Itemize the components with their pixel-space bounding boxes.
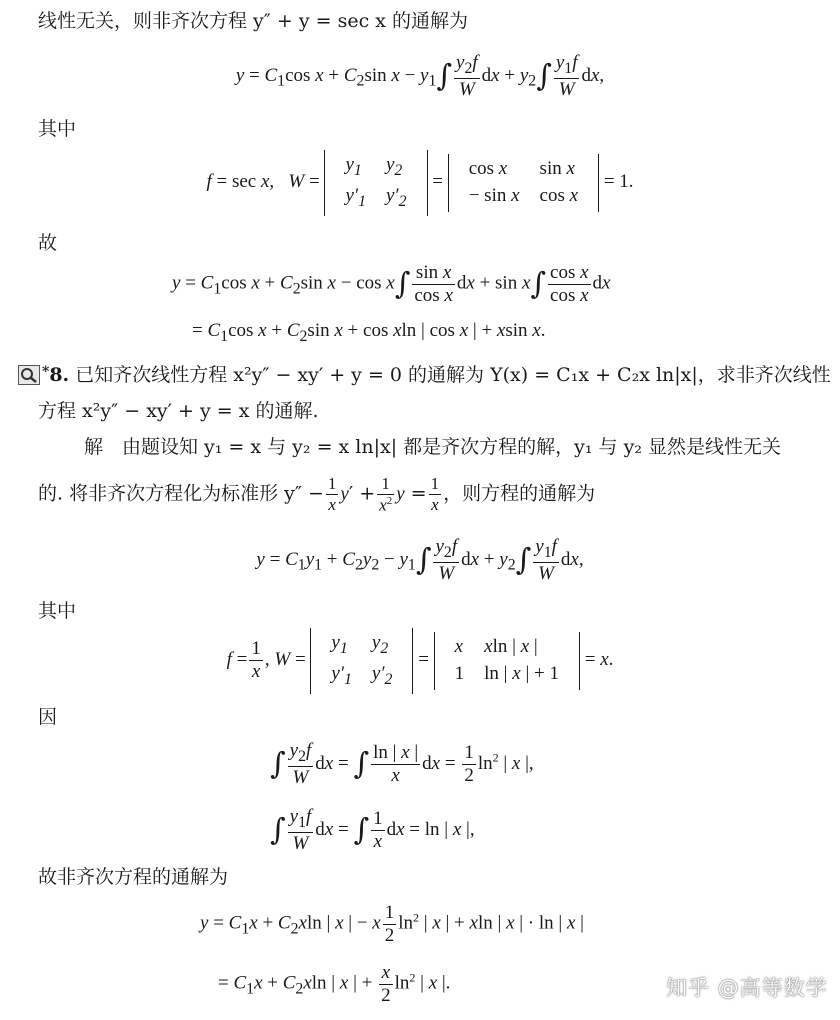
solution-text-1: 解 由题设知 y₁ = x 与 y₂ = x ln|x| 都是齐次方程的解，y₁ 与 y₂ 显然是线性无关	[84, 436, 781, 458]
watermark-zhihu: 知乎 @高等数学	[666, 976, 828, 1000]
gu2-text: 故非齐次方程的通解为	[38, 866, 229, 888]
gu-text: 故	[38, 232, 58, 254]
yin-text: 因	[38, 706, 58, 728]
solution-text-2b: ，则方程的通解为	[443, 482, 596, 505]
equation-integral-1: ∫ $\frac{y_2f}{W}$ dx = ∫ $\frac{\ln | x |}{x}$ dx = $\frac{1}{2}$ $\ln^2$ | x |,	[270, 740, 534, 788]
qizhong2-text: 其中	[38, 600, 77, 622]
label-gu-2	[38, 866, 228, 889]
label-yin	[38, 706, 57, 729]
equation-general-solution-1: $y = C_1\cos$ $x + C_2\sin$ $x - y_1\int$ $\frac{y_2f}{W}$ dx + $y_2\int$ $\frac{y_1f}{W}$ dx,	[235, 52, 605, 100]
equation-wronskian-1: f = sec x, W = $y_1$ $y_2$ $y'_1$ $y'_2$ = cos x sin x − sin x cos x = 1.	[0, 150, 840, 216]
qizhong-text: 其中	[38, 118, 77, 140]
equation-final-b: = $C_1x + C_2xln$ | x | + $\frac{x}{2}$ $\ln^2$ | x |.	[218, 962, 451, 1006]
equation-result-1b: = $C_1\cos$ $x + C_2\sin$ x + cos xln | cos x | + xsin x.	[192, 320, 546, 345]
label-qizhong-2	[38, 600, 76, 623]
equation-final-a: $y = C_1x + C_2xln$ | x | − x $\frac{1}{2}$ $\ln^2$ | x | + xln | x | · ln | x |	[200, 902, 584, 946]
solution-text-2a: 的. 将非齐次方程化为标准形 y″ −	[38, 482, 324, 505]
magnifier-pencil-icon	[18, 365, 40, 385]
problem-8-line-1: *8. 已知齐次线性方程 x²y″ − xy′ + y = 0 的通解为 Y(x) = C₁x + C₂x ln|x|，求非齐次线性	[42, 364, 831, 386]
equation-general-solution-2: $y = C_1y_1 + C_2y_2 - y_1\int$ $\frac{y_2f}{W}$ dx + $y_2\int$ $\frac{y_1f}{W}$ dx,	[256, 536, 584, 584]
solution-line-1	[84, 436, 781, 459]
equation-wronskian-2: f = $\frac{1}{x}$ , W = $y_1$ $y_2$ $y'_1$ $y'_2$ = x xln | x | 1 ln | x | + 1 = x.	[0, 628, 840, 694]
label-gu-1	[38, 232, 57, 255]
intro-line	[38, 10, 468, 33]
problem-statement-2: 方程 x²y″ − xy′ + y = x 的通解.	[38, 400, 319, 422]
equation-integral-2: ∫ $\frac{y_1f}{W}$ dx = ∫ $\frac{1}{x}$ dx = ln | x |,	[270, 806, 475, 854]
intro-text: 线性无关，则非齐次方程 y″ + y = sec x 的通解为	[38, 10, 469, 32]
solution-line-2: 的. 将非齐次方程化为标准形 y″ − $\frac{1}{x}$ y′ + $\frac{1}{x^2}$ y = $\frac{1}{x}$ ，则方程的通解为	[38, 474, 596, 515]
problem-statement-1: 已知齐次线性方程 x²y″ − xy′ + y = 0 的通解为 Y(x) = C₁x + C₂x ln|x|，求非齐次线性	[75, 364, 831, 386]
label-qizhong-1	[38, 118, 76, 141]
problem-number: 8.	[49, 364, 70, 386]
equation-result-1a: $y = C_1\cos$ $x + C_2\sin$ x − cos x∫ $\frac{\text{sin x}}{\text{cos x}}$ dx + sin x∫ $\frac{\text{cos x}}{\text{cos x}}$ dx	[172, 262, 611, 306]
problem-8-line-2	[38, 400, 319, 423]
